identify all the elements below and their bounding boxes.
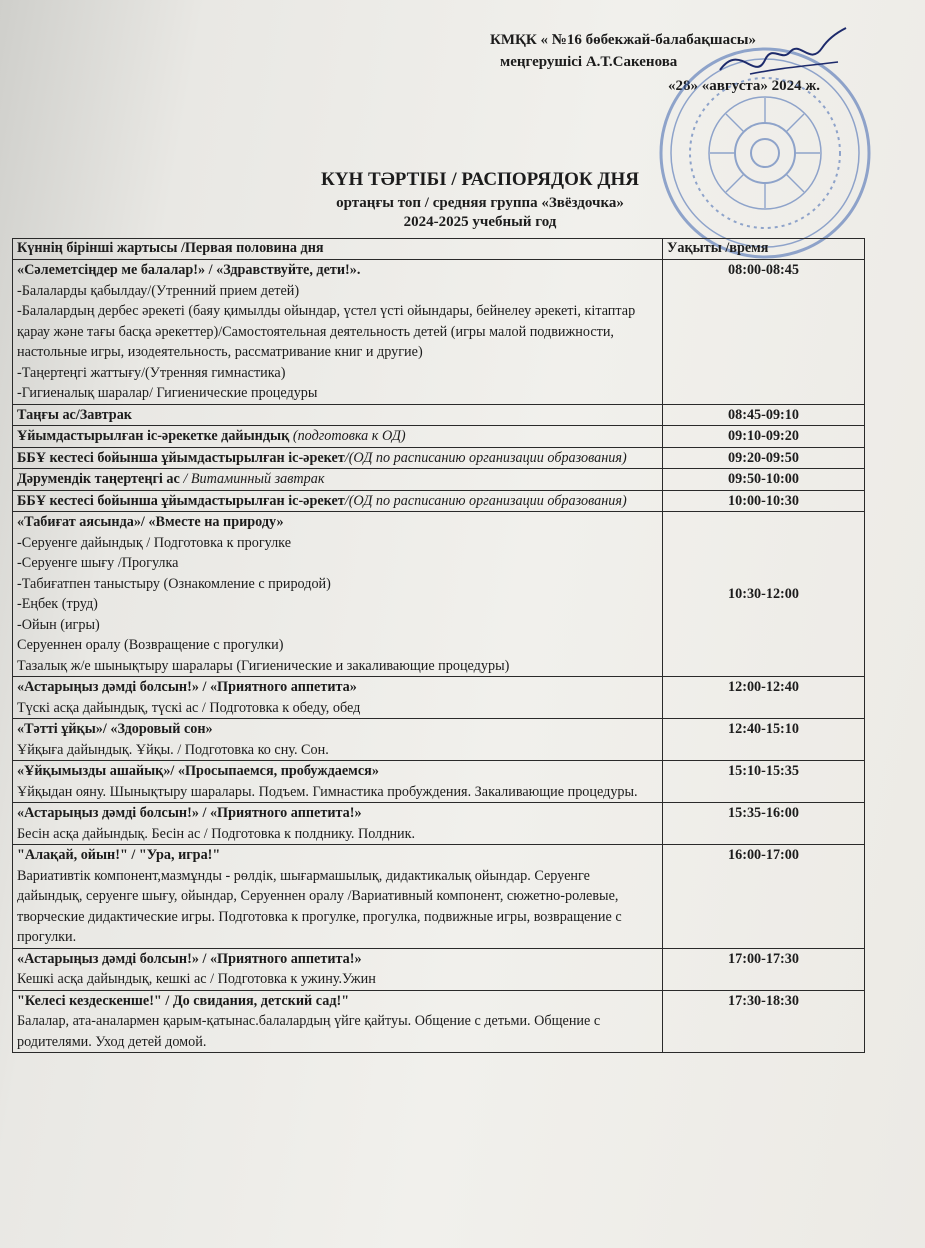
activity-cell	[13, 426, 663, 448]
activity-line: Ұйқыға дайындық. Ұйқы. / Подготовка ко сну. Сон.	[17, 741, 329, 758]
time-cell: 09:50-10:00	[663, 469, 865, 491]
activity-line: -Еңбек (труд)	[17, 596, 98, 612]
time-cell: 10:30-12:00	[663, 512, 865, 677]
table-row	[13, 447, 865, 469]
approval-date: «28» «августа» 2024 ж.	[668, 78, 821, 94]
table-row	[13, 469, 865, 491]
schedule-table	[12, 238, 865, 1053]
activity-title-translation: /(ОД по расписанию организации образования)	[344, 449, 627, 466]
activity-title-translation: /(ОД по расписанию организации образования)	[344, 492, 627, 509]
activity-line: Вариативтік компонент,мазмұнды - рөлдік, шығармашылық, дидактикалық ойындар. Серуенге дайындық, серуенге шығу, ойындар, Серуеннен оралу /Вариативный компонент, сюжетно-ролевые, творческие дидактические игры. Подготовка к прогулке, прогулка, подвижные игры, возвращение с прогулки.	[17, 867, 622, 945]
activity-title: «Астарыңыз дәмді болсын!» / «Приятного аппетита»	[17, 679, 357, 695]
activity-title: Таңғы ас/Завтрак	[17, 406, 132, 423]
table-row	[13, 490, 865, 512]
activity-title: "Келесі кездескенше!" / До свидания, детский сад!"	[17, 992, 350, 1009]
time-cell: 17:00-17:30	[663, 948, 865, 990]
activity-title: «Сәлеметсіңдер ме балалар!» / «Здравствуйте, дети!».	[17, 262, 361, 278]
activity-title-translation: (подготовка к ОД)	[289, 428, 406, 444]
table-row	[13, 845, 865, 949]
activity-title: «Тәтті ұйқы»/ «Здоровый сон»	[17, 721, 213, 737]
activity-title: ББҰ кестесі бойынша ұйымдастырылған іс-әрекет	[17, 449, 345, 466]
school-year: 2024-2025 учебный год	[403, 214, 557, 230]
activity-cell	[13, 404, 663, 426]
activity-title: Дәрумендік таңертеңгі ас	[17, 471, 180, 487]
table-header-row	[13, 239, 865, 260]
activity-column-header: Күннің бірінші жартысы /Первая половина дня	[13, 239, 663, 260]
activity-cell	[13, 803, 663, 845]
table-row	[13, 761, 865, 803]
time-cell: 08:45-09:10	[663, 404, 865, 426]
approval-organization: КМҚК « №16 бөбекжай-балабақшасы»	[490, 32, 756, 48]
time-cell: 12:00-12:40	[663, 677, 865, 719]
activity-line: -Таңертеңгі жаттығу/(Утренняя гимнастика)	[17, 364, 286, 381]
activity-title: «Астарыңыз дәмді болсын!» / «Приятного аппетита!»	[17, 805, 362, 821]
table-row	[13, 260, 865, 405]
activity-cell	[13, 990, 663, 1053]
time-cell: 09:20-09:50	[663, 447, 865, 469]
table-row	[13, 803, 865, 845]
activity-line: -Гигиеналық шаралар/ Гигиенические процедуры	[17, 385, 318, 401]
activity-title: «Табиғат аясында»/ «Вместе на природу»	[17, 514, 284, 530]
table-row	[13, 948, 865, 990]
activity-line: Серуеннен оралу (Возвращение с прогулки)	[17, 637, 284, 653]
activity-title: Ұйымдастырылған іс-әрекетке дайындық	[17, 428, 290, 444]
activity-cell	[13, 761, 663, 803]
activity-cell	[13, 845, 663, 949]
approval-head: меңгерушісі А.Т.Сакенова	[500, 54, 678, 70]
table-row	[13, 426, 865, 448]
activity-line: Ұйқыдан ояну. Шынықтыру шаралары. Подъем. Гимнастика пробуждения. Закаливающие процедуры.	[17, 783, 638, 800]
time-cell: 17:30-18:30	[663, 990, 865, 1053]
activity-cell	[13, 512, 663, 677]
activity-line: Тазалық ж/е шынықтыру шаралары (Гигиенические и закаливающие процедуры)	[17, 657, 510, 674]
table-row	[13, 404, 865, 426]
activity-line: Кешкі асқа дайындық, кешкі ас / Подготовка к ужину.Ужин	[17, 971, 376, 987]
activity-cell	[13, 490, 663, 512]
activity-line: -Балалардың дербес әрекеті (баяу қимылды ойындар, үстел үсті ойындары, бейнелеу әрекеті, кітаптар қарау және тағы басқа әрекеттер)/Самостоятельная деятельность детей (игры малой подвижности, настольные игры, изодеятельность, рассматривание книг и другие)	[17, 303, 636, 360]
table-row	[13, 512, 865, 677]
table-row	[13, 719, 865, 761]
activity-line: -Балаларды қабылдау/(Утренний прием детей)	[17, 282, 300, 299]
document-heading	[200, 168, 760, 232]
time-cell: 09:10-09:20	[663, 426, 865, 448]
activity-title: "Алақай, ойын!" / "Ура, игра!"	[17, 847, 221, 863]
activity-line: Түскі асқа дайындық, түскі ас / Подготовка к обеду, обед	[17, 699, 361, 716]
document-title: КҮН ТӘРТІБІ / РАСПОРЯДОК ДНЯ	[321, 169, 639, 190]
time-cell: 15:35-16:00	[663, 803, 865, 845]
time-cell: 10:00-10:30	[663, 490, 865, 512]
activity-cell	[13, 447, 663, 469]
activity-line: -Серуенге дайындық / Подготовка к прогулке	[17, 534, 292, 551]
time-cell: 16:00-17:00	[663, 845, 865, 949]
activity-title: «Ұйқымызды ашайық»/ «Просыпаемся, пробуждаемся»	[17, 763, 379, 779]
activity-line: -Серуенге шығу /Прогулка	[17, 555, 179, 571]
activity-cell	[13, 677, 663, 719]
activity-line: Бесін асқа дайындық. Бесін ас / Подготовка к полднику. Полдник.	[17, 825, 416, 842]
time-cell: 12:40-15:10	[663, 719, 865, 761]
table-row	[13, 677, 865, 719]
activity-cell	[13, 948, 663, 990]
signature-icon	[710, 22, 850, 92]
activity-line: -Ойын (игры)	[17, 616, 100, 633]
activity-cell	[13, 469, 663, 491]
table-row	[13, 990, 865, 1053]
activity-cell	[13, 260, 663, 405]
activity-line: Балалар, ата-аналармен қарым-қатынас.балалардың үйге қайтуы. Общение с детьми. Общение с родителями. Уход детей домой.	[17, 1013, 601, 1050]
time-column-header: Уақыты /время	[663, 239, 865, 260]
time-cell: 15:10-15:35	[663, 761, 865, 803]
activity-title: ББҰ кестесі бойынша ұйымдастырылған іс-әрекет	[17, 492, 345, 509]
activity-title-translation: / Витаминный завтрак	[179, 471, 325, 487]
activity-cell	[13, 719, 663, 761]
activity-line: -Табиғатпен таныстыру (Ознакомление с природой)	[17, 575, 331, 592]
time-cell: 08:00-08:45	[663, 260, 865, 405]
activity-title: «Астарыңыз дәмді болсын!» / «Приятного аппетита!»	[17, 950, 362, 967]
group-name: ортаңғы топ / средняя группа «Звёздочка»	[336, 195, 624, 211]
